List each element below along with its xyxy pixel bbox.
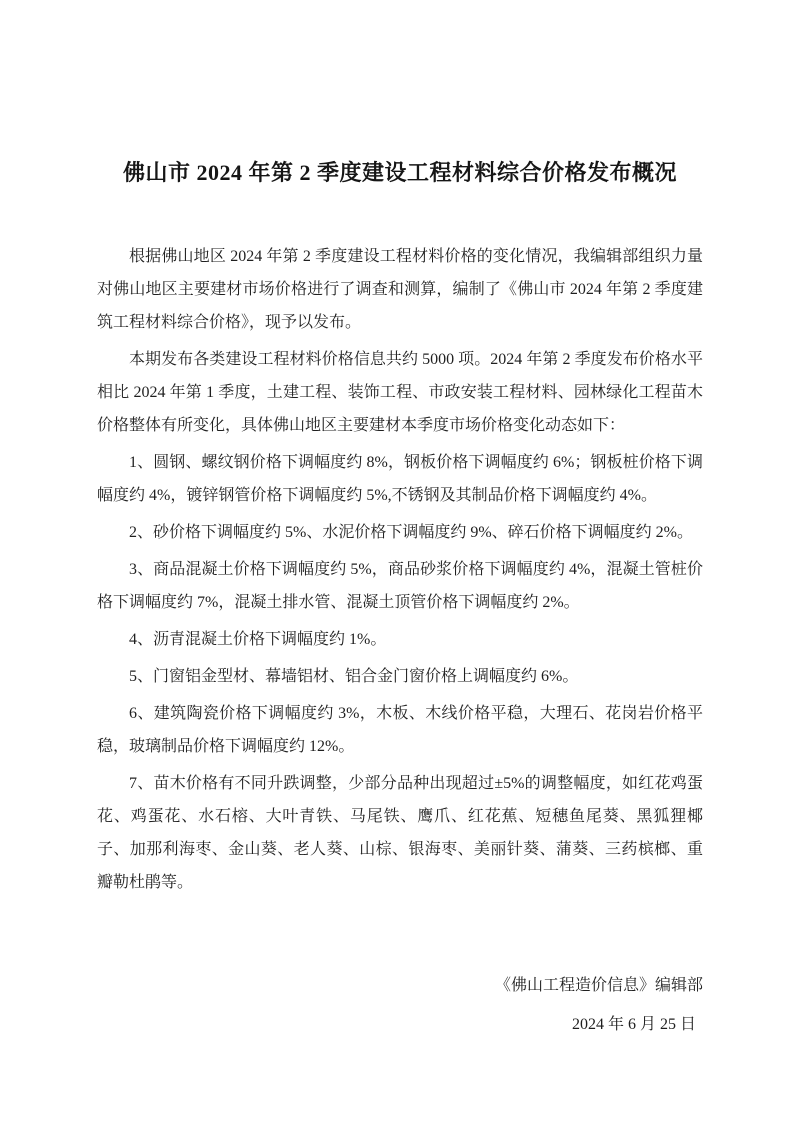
document-body — [97, 240, 703, 899]
document-footer — [97, 969, 703, 1041]
document-title: 佛山市 2024 年第 2 季度建设工程材料综合价格发布概况 — [122, 160, 677, 185]
signature-line: 《佛山工程造价信息》编辑部 — [494, 977, 703, 994]
date-line: 2024 年 6 月 25 日 — [571, 1016, 696, 1033]
list-item-7-seedlings: 7、苗木价格有不同升跌调整，少部分品种出现超过±5%的调整幅度，如红花鸡蛋花、鸡蛋花、水石榕、大叶青铁、马尾铁、鹰爪、红花蕉、短穗鱼尾葵、黑狐狸椰子、加那利海枣、金山葵、老人葵、山棕、银海枣、美丽针葵、蒲葵、三药槟榔、重瓣勒杜鹃等。 — [97, 775, 703, 891]
list-item-6-ceramics-glass: 6、建筑陶瓷价格下调幅度约 3%，木板、木线价格平稳，大理石、花岗岩价格平稳，玻璃制品价格下调幅度约 12%。 — [97, 705, 703, 755]
list-item-1-steel: 1、圆钢、螺纹钢价格下调幅度约 8%，钢板价格下调幅度约 6%；钢板桩价格下调幅度约 4%，镀锌钢管价格下调幅度约 5%,不锈钢及其制品价格下调幅度约 4%。 — [97, 454, 703, 504]
list-item-4-asphalt: 4、沥青混凝土价格下调幅度约 1%。 — [129, 631, 387, 648]
list-item-5-aluminum: 5、门窗铝金型材、幕墙铝材、铝合金门窗价格上调幅度约 6%。 — [129, 668, 579, 685]
paragraph-overview: 本期发布各类建设工程材料价格信息共约 5000 项。2024 年第 2 季度发布价格水平相比 2024 年第 1 季度，土建工程、装饰工程、市政安装工程材料、园林绿化工程苗木价格整体有所变化，具体佛山地区主要建材本季度市场价格变化动态如下： — [97, 351, 703, 434]
list-item-3-concrete: 3、商品混凝土价格下调幅度约 5%，商品砂浆价格下调幅度约 4%，混凝土管桩价格下调幅度约 7%，混凝土排水管、混凝土顶管价格下调幅度约 2%。 — [97, 561, 703, 611]
list-item-2-sand-cement: 2、砂价格下调幅度约 5%、水泥价格下调幅度约 9%、碎石价格下调幅度约 2%。 — [129, 524, 693, 541]
paragraph-intro: 根据佛山地区 2024 年第 2 季度建设工程材料价格的变化情况，我编辑部组织力量对佛山地区主要建材市场价格进行了调查和测算，编制了《佛山市 2024 年第 2 季度建筑工程材料综合价格》，现予以发布。 — [97, 248, 703, 331]
